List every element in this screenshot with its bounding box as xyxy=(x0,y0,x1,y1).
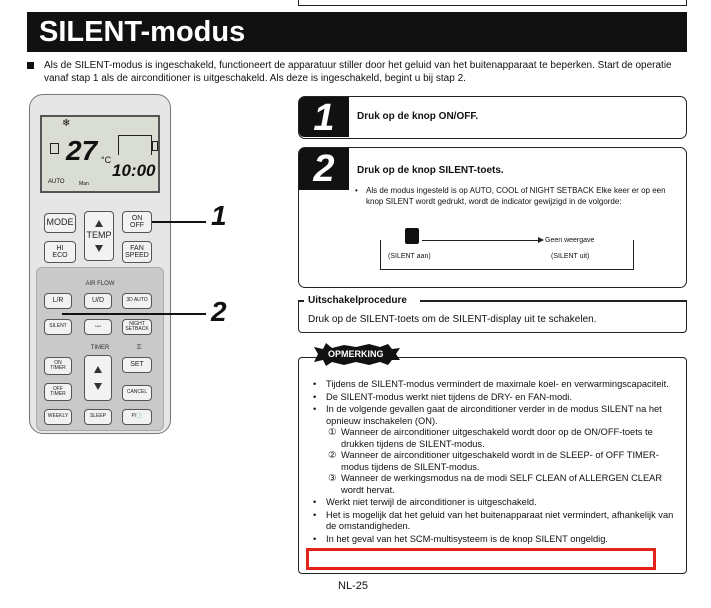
arrow-up-icon xyxy=(94,366,102,373)
fan-indicator-icon xyxy=(118,135,152,155)
hvac-button[interactable] xyxy=(84,319,112,335)
remote-control xyxy=(29,94,171,434)
temp-label: TEMP xyxy=(86,230,112,241)
fan-speed-button[interactable]: FAN SPEED xyxy=(122,241,152,263)
hi-eco-button[interactable]: HI ECO xyxy=(44,241,76,263)
list-item: • Werkt niet terwijl de airconditioner is uitgeschakeld. xyxy=(312,497,684,509)
page-title: SILENT-modus xyxy=(27,12,687,52)
step-2-note-text: Als de modus ingesteld is op AUTO, COOL of NIGHT SETBACK Elke keer er op een knop SILENT wordt gedrukt, wordt de indicator gewijzigd in de volgorde: xyxy=(366,186,666,206)
list-item: • Tijdens de SILENT-modus vermindert de maximale koel- en verwarmingscapaciteit. xyxy=(312,379,684,391)
sub-list-text: Wanneer de airconditioner uitgeschakeld wordt in de SLEEP- of OFF TIMER-modus tijdens de SILENT-modus. xyxy=(341,450,659,472)
set-button[interactable]: SET xyxy=(122,357,152,373)
silent-indicator-icon xyxy=(152,141,158,151)
switch-off-title: Uitschakelprocedure xyxy=(308,295,407,306)
intro-paragraph xyxy=(27,59,687,85)
on-off-button[interactable]: ON OFF xyxy=(122,211,152,233)
list-item xyxy=(312,404,684,496)
key-icon: ⚿ xyxy=(136,345,142,351)
temp-button[interactable] xyxy=(84,211,114,261)
3d-auto-button[interactable]: 3D AUTO xyxy=(122,293,152,309)
display-man: Man xyxy=(79,181,89,187)
lr-button[interactable]: L/R xyxy=(44,293,72,309)
snowflake-icon: ❄ xyxy=(62,118,71,129)
sub-list xyxy=(326,427,684,496)
timer-label: TIMER xyxy=(90,345,110,351)
step-1-box xyxy=(298,96,687,139)
p-clock-button[interactable]: P/🕐 xyxy=(122,409,152,425)
circled-number: ① xyxy=(328,427,337,437)
display-temperature: 27 xyxy=(66,135,98,166)
square-bullet-icon xyxy=(27,62,34,69)
box-top-line xyxy=(420,300,687,302)
switch-off-text: Druk op de SILENT-toets om de SILENT-display uit te schakelen. xyxy=(308,314,597,325)
diagram-arrow-line xyxy=(422,240,540,241)
on-timer-button[interactable]: ON TIMER xyxy=(44,357,72,375)
ud-button[interactable]: U/D xyxy=(84,293,112,309)
sub-list-item xyxy=(328,473,684,496)
night-setback-button[interactable]: NIGHT SETBACK xyxy=(122,319,152,335)
timer-updown-button[interactable] xyxy=(84,355,112,401)
hvac-icon: ᵕᵕ xyxy=(94,321,102,331)
list-item: • In het geval van het SCM-multisysteem is de knop SILENT ongeldig. xyxy=(312,534,684,546)
step-2-note xyxy=(355,186,680,207)
step-1-number: 1 xyxy=(299,97,349,137)
remarks-tag xyxy=(314,343,400,366)
callout-number-2: 2 xyxy=(211,296,227,327)
off-timer-button[interactable]: OFF TIMER xyxy=(44,383,72,401)
silent-on-label: (SILENT aan) xyxy=(388,253,431,260)
remarks-tag-label: OPMERKING xyxy=(328,349,384,359)
box-top-line xyxy=(298,300,304,302)
sub-list-item xyxy=(328,427,684,450)
no-display-label: Geen weergave xyxy=(545,237,595,244)
remarks-list xyxy=(312,379,684,546)
list-item: • De SILENT-modus werkt niet tijdens de DRY- en FAN-modi. xyxy=(312,392,684,404)
cancel-button[interactable]: CANCEL xyxy=(122,385,152,401)
list-item: • Het is mogelijk dat het geluid van het buitenapparaat niet vermindert, afhankelijk van de omstandigheden. xyxy=(312,510,684,533)
previous-section-box xyxy=(298,0,687,6)
silent-off-label: (SILENT uit) xyxy=(551,253,590,260)
sleep-button[interactable]: SLEEP xyxy=(84,409,112,425)
step-1-text: Druk op de knop ON/OFF. xyxy=(357,111,479,122)
silent-button[interactable]: SILENT xyxy=(44,319,72,335)
list-item-text: In de volgende gevallen gaat de airconditioner verder in de modus SILENT na het opnieuw inschakelen (ON). xyxy=(326,404,662,426)
circled-number: ③ xyxy=(328,473,337,483)
circled-number: ② xyxy=(328,450,337,460)
step-2-number: 2 xyxy=(299,148,349,190)
display-time: 10:00 xyxy=(112,161,156,180)
arrow-up-icon xyxy=(95,220,103,227)
highlight-box xyxy=(306,548,656,570)
arrow-down-icon xyxy=(95,245,103,252)
silent-display-icon xyxy=(405,228,419,244)
callout-line-2 xyxy=(62,313,206,315)
sub-list-text: Wanneer de werkingsmodus na de modi SELF CLEAN of ALLERGEN CLEAR wordt hervat. xyxy=(341,473,663,495)
indicator-sequence-diagram xyxy=(380,228,634,270)
display-auto: AUTO xyxy=(48,179,65,185)
sub-list-text: Wanneer de airconditioner uitgeschakeld wordt door op de ON/OFF-toets te drukken tijdens de SILENT-modus. xyxy=(341,427,653,449)
air-flow-label: AIR FLOW xyxy=(85,281,115,287)
callout-number-1: 1 xyxy=(211,200,227,231)
intro-text: Als de SILENT-modus is ingeschakeld, functioneert de apparatuur stiller door het geluid van het buitenapparaat te beperken. Start de operatie vanaf stap 1 als de airconditioner is uitgeschakeld. Als deze is ingeschakeld, begint u bij stap 2. xyxy=(44,60,672,84)
weekly-button[interactable]: WEEKLY xyxy=(44,409,72,425)
page-number: NL-25 xyxy=(338,580,368,592)
sub-list-item xyxy=(328,450,684,473)
mode-indicator-icon xyxy=(50,143,59,154)
bullet-icon: • xyxy=(355,186,358,195)
remote-display xyxy=(40,115,160,193)
display-unit: °C xyxy=(101,155,112,165)
arrow-down-icon xyxy=(94,383,102,390)
step-2-text: Druk op de knop SILENT-toets. xyxy=(357,165,504,176)
callout-line-1 xyxy=(152,221,206,223)
mode-button[interactable]: MODE xyxy=(44,213,76,233)
